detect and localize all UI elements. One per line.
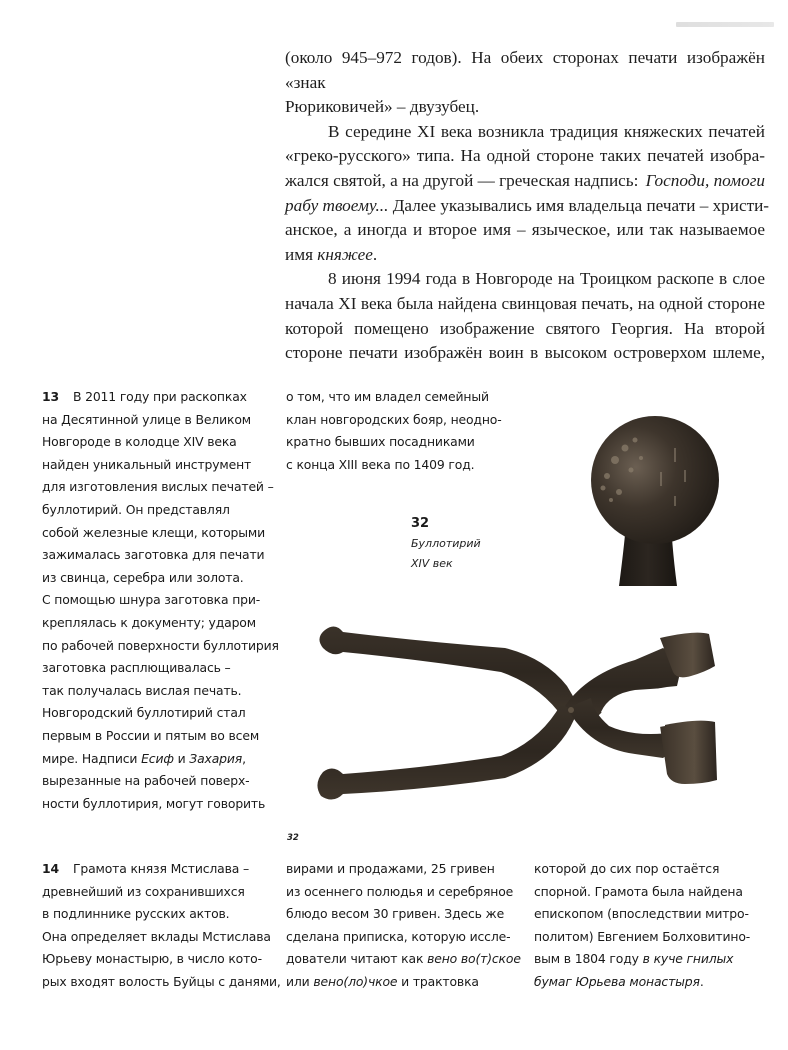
note-line: креплялась к документу; ударом bbox=[42, 614, 256, 630]
text-fragment: имя bbox=[285, 244, 318, 264]
note-14-col-1 bbox=[42, 858, 282, 994]
note-line bbox=[42, 386, 282, 409]
note-line: для изготовления вислых печатей – bbox=[42, 479, 274, 495]
text-line: начала XI века была найдена свинцовая печать, на одной стороне bbox=[285, 293, 765, 313]
note-line bbox=[42, 748, 282, 771]
note-line: из свинца, серебра или золота. bbox=[42, 569, 244, 585]
note-line: о том, что им владел семейный bbox=[286, 389, 489, 404]
note-line: клан новгородских бояр, неодно- bbox=[286, 411, 502, 427]
text-line: стороне печати изображён воин в высоком островерхом шлеме, bbox=[285, 343, 765, 363]
text-line: (около 945–972 годов). На обеих сторонах печати изображён «знак bbox=[285, 48, 765, 92]
note-line: в подлиннике русских актов. bbox=[42, 906, 230, 922]
text-italic: рабу твоему... bbox=[285, 195, 389, 215]
figure-number: 32 bbox=[411, 516, 430, 531]
page-number: 32 bbox=[287, 833, 299, 843]
note-number: 14 bbox=[42, 861, 59, 876]
figure-title: Буллотирий bbox=[411, 537, 481, 550]
text-line: которой помещено изображение святого Георгия. На второй bbox=[285, 318, 765, 338]
note-line bbox=[286, 948, 526, 971]
note-line: рых входят волость Буйцы с данями, bbox=[42, 973, 281, 989]
text-line: В середине XI века возникла традиция княжеских печатей bbox=[328, 121, 765, 141]
note-line: собой железные клещи, которыми bbox=[42, 524, 266, 540]
figure-caption bbox=[411, 514, 481, 574]
note-text: и bbox=[173, 750, 190, 766]
note-14-col-2 bbox=[286, 858, 526, 994]
note-line: епископом (впоследствии митро- bbox=[534, 906, 749, 922]
note-line: заготовка расплющивалась – bbox=[42, 660, 231, 676]
text-line bbox=[285, 194, 770, 219]
note-line: вирами и продажами, 25 гривен bbox=[286, 861, 495, 876]
text-fragment: жался святой, а на другой — греческая надпись: bbox=[285, 170, 643, 190]
note-line: так получалась вислая печать. bbox=[42, 682, 242, 698]
note-line: буллотирий. Он представлял bbox=[42, 501, 230, 517]
note-italic: вено во(т)ское bbox=[427, 951, 521, 967]
bullotirium-tongs-image bbox=[305, 608, 735, 808]
note-13-col-1 bbox=[42, 386, 282, 815]
note-line: политом) Евгением Болховитино- bbox=[534, 928, 751, 944]
note-italic: в куче гнилых bbox=[642, 951, 734, 967]
bullotirium-seal-head-image bbox=[575, 400, 735, 590]
note-line: кратно бывших посадниками bbox=[286, 434, 475, 450]
note-line: Юрьеву монастырю, в число кото- bbox=[42, 951, 262, 967]
note-line: древнейший из сохранившихся bbox=[42, 883, 245, 899]
running-head bbox=[676, 22, 774, 27]
main-text bbox=[285, 46, 770, 366]
note-line: спорной. Грамота была найдена bbox=[534, 883, 743, 899]
note-italic: Есиф bbox=[141, 750, 174, 766]
note-14-col-3 bbox=[534, 858, 774, 994]
note-italic: вено(ло)чкое bbox=[313, 973, 398, 989]
note-line: Новгородский буллотирий стал bbox=[42, 705, 246, 721]
note-line: из осеннего полюдья и серебряное bbox=[286, 883, 514, 899]
note-text: Грамота князя Мстислава – bbox=[72, 861, 250, 876]
note-line: с конца XIII века по 1409 год. bbox=[286, 456, 475, 472]
note-line: сделана приписка, которую иссле- bbox=[286, 928, 511, 944]
note-line: по рабочей поверхности буллотирия bbox=[42, 637, 279, 653]
note-line bbox=[286, 971, 526, 994]
text-line bbox=[285, 169, 765, 194]
note-text: вым в 1804 году bbox=[534, 951, 643, 967]
note-line: первым в России и пятым во всем bbox=[42, 727, 260, 743]
text-line: 8 июня 1994 года в Новгороде на Троицком раскопе в слое bbox=[328, 269, 765, 289]
note-number: 13 bbox=[42, 389, 59, 404]
note-line bbox=[534, 948, 774, 971]
note-text: , bbox=[242, 750, 246, 766]
note-line: Новгороде в колодце XIV века bbox=[42, 434, 237, 450]
note-text: или bbox=[286, 973, 314, 989]
note-italic: бумаг Юрьева монастыря bbox=[534, 973, 700, 989]
text-italic: Господи, помоги bbox=[645, 170, 765, 190]
note-text: В 2011 году при раскопках bbox=[72, 389, 247, 404]
note-line: зажималась заготовка для печати bbox=[42, 547, 265, 563]
note-line: на Десятинной улице в Великом bbox=[42, 411, 251, 427]
note-line bbox=[534, 971, 774, 994]
note-text: и трактовка bbox=[397, 973, 479, 989]
text-line: Рюриковичей» – двузубец. bbox=[285, 97, 480, 117]
note-line: которой до сих пор остаётся bbox=[534, 861, 720, 876]
text-italic: княжее bbox=[317, 244, 373, 264]
text-line: «греко-русского» типа. На одной стороне таких печатей изобра- bbox=[285, 146, 765, 166]
note-line: Она определяет вклады Мстислава bbox=[42, 928, 271, 944]
note-line bbox=[42, 858, 282, 881]
text-fragment: . bbox=[372, 244, 378, 264]
note-text: . bbox=[699, 973, 704, 989]
text-line: анское, а иногда и второе имя – языческое, или так называемое bbox=[285, 220, 765, 240]
note-13-col-2 bbox=[286, 386, 526, 476]
note-line: С помощью шнура заготовка при- bbox=[42, 592, 261, 608]
figure-date: XIV век bbox=[411, 557, 453, 570]
note-line: вырезанные на рабочей поверх- bbox=[42, 773, 250, 789]
text-line bbox=[285, 243, 765, 268]
note-text: дователи читают как bbox=[286, 951, 428, 967]
note-text: мире. Надписи bbox=[42, 750, 142, 766]
note-line: блюдо весом 30 гривен. Здесь же bbox=[286, 906, 505, 922]
note-line: найден уникальный инструмент bbox=[42, 456, 252, 472]
note-italic: Захария bbox=[189, 750, 243, 766]
note-line: ности буллотирия, могут говорить bbox=[42, 795, 266, 811]
text-fragment: Далее указывались имя владельца печати – христи- bbox=[388, 195, 770, 215]
